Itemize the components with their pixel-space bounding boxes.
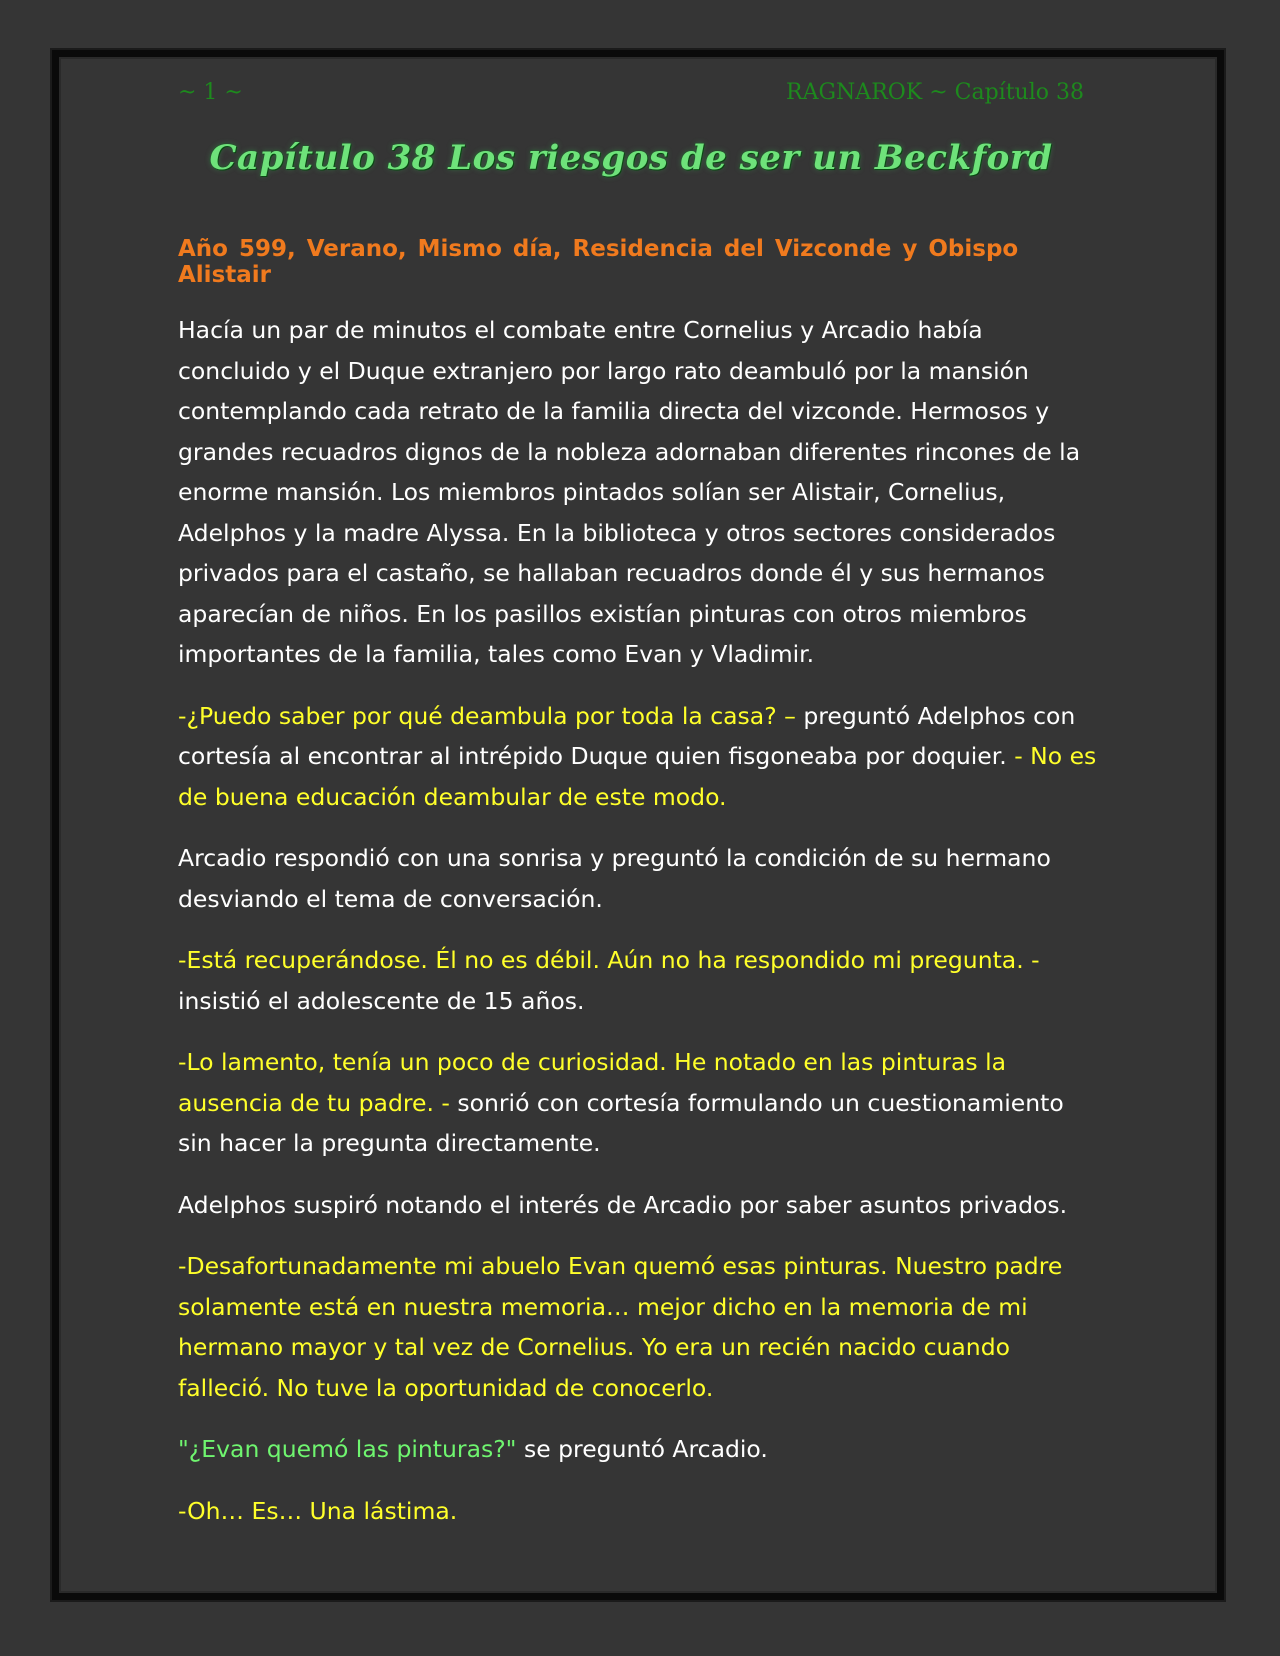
- page-number: ~ 1 ~: [178, 80, 243, 105]
- scene-heading: Año 599, Verano, Mismo día, Residencia del Vizconde y Obispo Alistair: [178, 236, 1019, 288]
- paragraph-3: Arcadio respondió con una sonrisa y preguntó la condición de su hermano desviando el tema de conversación.: [178, 844, 1051, 913]
- chapter-title: Capítulo 38 Los riesgos de ser un Beckford: [209, 138, 1053, 178]
- narration-text: se preguntó Arcadio.: [516, 1435, 768, 1463]
- narration-text: sonrió con cortesía formulando un cuestionamiento sin hacer la pregunta directamente.: [178, 1088, 1064, 1157]
- thought-text: "¿Evan quemó las pinturas?": [178, 1435, 517, 1463]
- paragraph-8: [178, 1429, 1098, 1470]
- dialogue-text: - No es de buena educación deambular de este modo.: [178, 742, 1097, 811]
- dialogue-text: -Lo lamento, tenía un poco de curiosidad. He notado en las pinturas la ausencia de tu padre. -: [178, 1048, 1007, 1117]
- paragraph-9: -Oh… Es… Una lástima.: [178, 1496, 458, 1525]
- page-header: [178, 80, 1084, 110]
- paragraph-1: Hacía un par de minutos el combate entre Cornelius y Arcadio había concluido y el Duque extranjero por largo rato deambuló por la mansión contemplando cada retrato de la familia directa del vizconde. Hermosos y grandes recuadros dignos de la nobleza adornaban diferentes rincones de la enorme mansión. Los miembros pintados solían ser Alistair, Cornelius, Adelphos y la madre Alyssa. En la biblioteca y otros sectores considerados privados para el castaño, se hallaban recuadros donde él y sus hermanos aparecían de niños. En los pasillos existían pinturas con otros miembros importantes de la familia, tales como Evan y Vladimir.: [178, 316, 1081, 668]
- paragraph-4: [178, 940, 1098, 1021]
- book-chapter-label: RAGNAROK ~ Capítulo 38: [786, 80, 1084, 105]
- narration-text: preguntó Adelphos con cortesía al encontrar al intrépido Duque quien fisgoneaba por doquier.: [178, 701, 1076, 770]
- dialogue-text: -Está recuperándose. Él no es débil. Aún no ha respondido mi pregunta. -: [178, 946, 1040, 974]
- paragraph-5: [178, 1042, 1098, 1164]
- document-body: [178, 236, 1098, 1552]
- dialogue-text: -¿Puedo saber por qué deambula por toda la casa? –: [178, 701, 804, 730]
- paragraph-7: -Desafortunadamente mi abuelo Evan quemó esas pinturas. Nuestro padre solamente está en nuestra memoria… mejor dicho en la memoria de mi hermano mayor y tal vez de Cornelius. Yo era un recién nacido cuando falleció. No tuve la oportunidad de conocerlo.: [178, 1252, 1063, 1402]
- paragraph-6: Adelphos suspiró notando el interés de Arcadio por saber asuntos privados.: [178, 1190, 1068, 1219]
- narration-text: insistió el adolescente de 15 años.: [178, 986, 585, 1015]
- paragraph-2: [178, 696, 1098, 818]
